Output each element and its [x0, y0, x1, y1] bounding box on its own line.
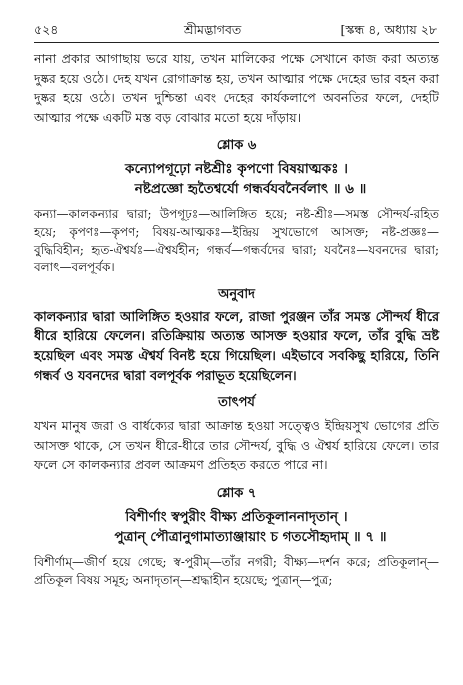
- sloka-7-synonyms: বিশীর্ণাম্—জীর্ণ হয়ে গেছে; স্ব-পুরীম্—তাঁর নগরী; বীক্ষ্য—দর্শন করে; প্রতিকূলান্—প্রতিকূল বিষয় সমূহ; অনাদৃতান্—শ্রদ্ধাহীন হয়েছে; পুত্রান্—পুত্র;: [34, 554, 439, 587]
- page-number: ৫২৪: [34, 22, 59, 37]
- purport-heading: তাৎপর্য: [218, 395, 255, 411]
- sloka-7-verse-line-1: বিশীর্ণাং স্বপুরীং বীক্ষ্য প্রতিকূলাননাদৃতান্ ।: [125, 508, 348, 525]
- sloka-6-verse-line-1: কন্যোপগূঢ়ো নষ্টশ্রীঃ কৃপণো বিষয়াত্মকঃ ।: [125, 161, 348, 178]
- sloka-7-verse-line-2: পুত্রান্ পৌত্রানুগামাত্যাঞ্জায়াং চ গতসৌহৃদাম্ ॥ ৭ ॥: [114, 528, 387, 545]
- book-page: [34, 18, 439, 589]
- intro-paragraph: নানা প্রকার আগাছায় ভরে যায়, তখন মালিকের পক্ষে সেখানে কাজ করা অত্যন্ত দুষ্কর হয়ে ওঠে। দেহ যখন রোগাক্রান্ত হয়, তখন আত্মার পক্ষে দেহের ভার বহন করা দুষ্কর হয়ে ওঠে। তখন দুশ্চিন্তা এবং দেহের কার্যকলাপে অবনতির ফলে, দেহটি আত্মার পক্ষে একটি মস্ত বড় বোঝার মতো হয়ে দাঁড়ায়।: [34, 51, 439, 125]
- sloka-6-purport: যখন মানুষ জরা ও বার্ধক্যের দ্বারা আক্রান্ত হওয়া সত্ত্বেও ইন্দ্রিয়সুখ ভোগের প্রতি আসক্ত থাকে, সে তখন ধীরে-ধীরে তার সৌন্দর্য, বুদ্ধি ও ঐশ্বর্য হারিয়ে ফেলে। তার ফলে সে কালকন্যার প্রবল আক্রমণ প্রতিহত করতে পারে না।: [34, 418, 439, 473]
- translation-heading: অনুবাদ: [218, 286, 255, 302]
- page-header: [34, 18, 439, 43]
- book-title: শ্রীমদ্ভাগবত: [184, 22, 242, 37]
- sloka-7-heading: শ্লোক ৭: [216, 485, 257, 501]
- chapter-reference: [স্কন্ধ ৪, অধ্যায় ২৮: [340, 22, 437, 37]
- sloka-6-heading: শ্লোক ৬: [216, 138, 257, 154]
- sloka-6-translation: কালকন্যার দ্বারা আলিঙ্গিত হওয়ার ফলে, রাজা পুরঞ্জন তাঁর সমস্ত সৌন্দর্য ধীরে ধীরে হারিয়ে ফেলেন। রতিক্রিয়ায় অত্যন্ত আসক্ত হওয়ার ফলে, তাঁর বুদ্ধি ভ্রষ্ট হয়েছিল এবং সমস্ত ঐশ্বর্য বিনষ্ট হয়ে গিয়েছিল। এইভাবে সবকিছু হারিয়ে, তিনি গন্ধর্ব ও যবনদের দ্বারা বলপূর্বক পরাভূত হয়েছিলেন।: [34, 309, 439, 384]
- sloka-6-verse-line-2: নষ্টপ্রজ্ঞো হৃতৈশ্বর্যো গন্ধর্বযবনৈর্বলাৎ ॥ ৬ ॥: [134, 181, 367, 198]
- sloka-6-synonyms: কন্যা—কালকন্যার দ্বারা; উপগূঢ়ঃ—আলিঙ্গিত হয়ে; নষ্ট-শ্রীঃ—সমস্ত সৌন্দর্য-রহিত হয়ে; কৃপণঃ—কৃপণ; বিষয়-আত্মকঃ—ইন্দ্রিয় সুখভোগে আসক্ত; নষ্ট-প্রজ্ঞঃ—বুদ্ধিবিহীন; হৃত-ঐশ্বর্যঃ—ঐশ্বর্যহীন; গন্ধর্ব—গন্ধর্বদের দ্বারা; যবনৈঃ—যবনদের দ্বারা; বলাৎ—বলপূর্বক।: [34, 207, 439, 275]
